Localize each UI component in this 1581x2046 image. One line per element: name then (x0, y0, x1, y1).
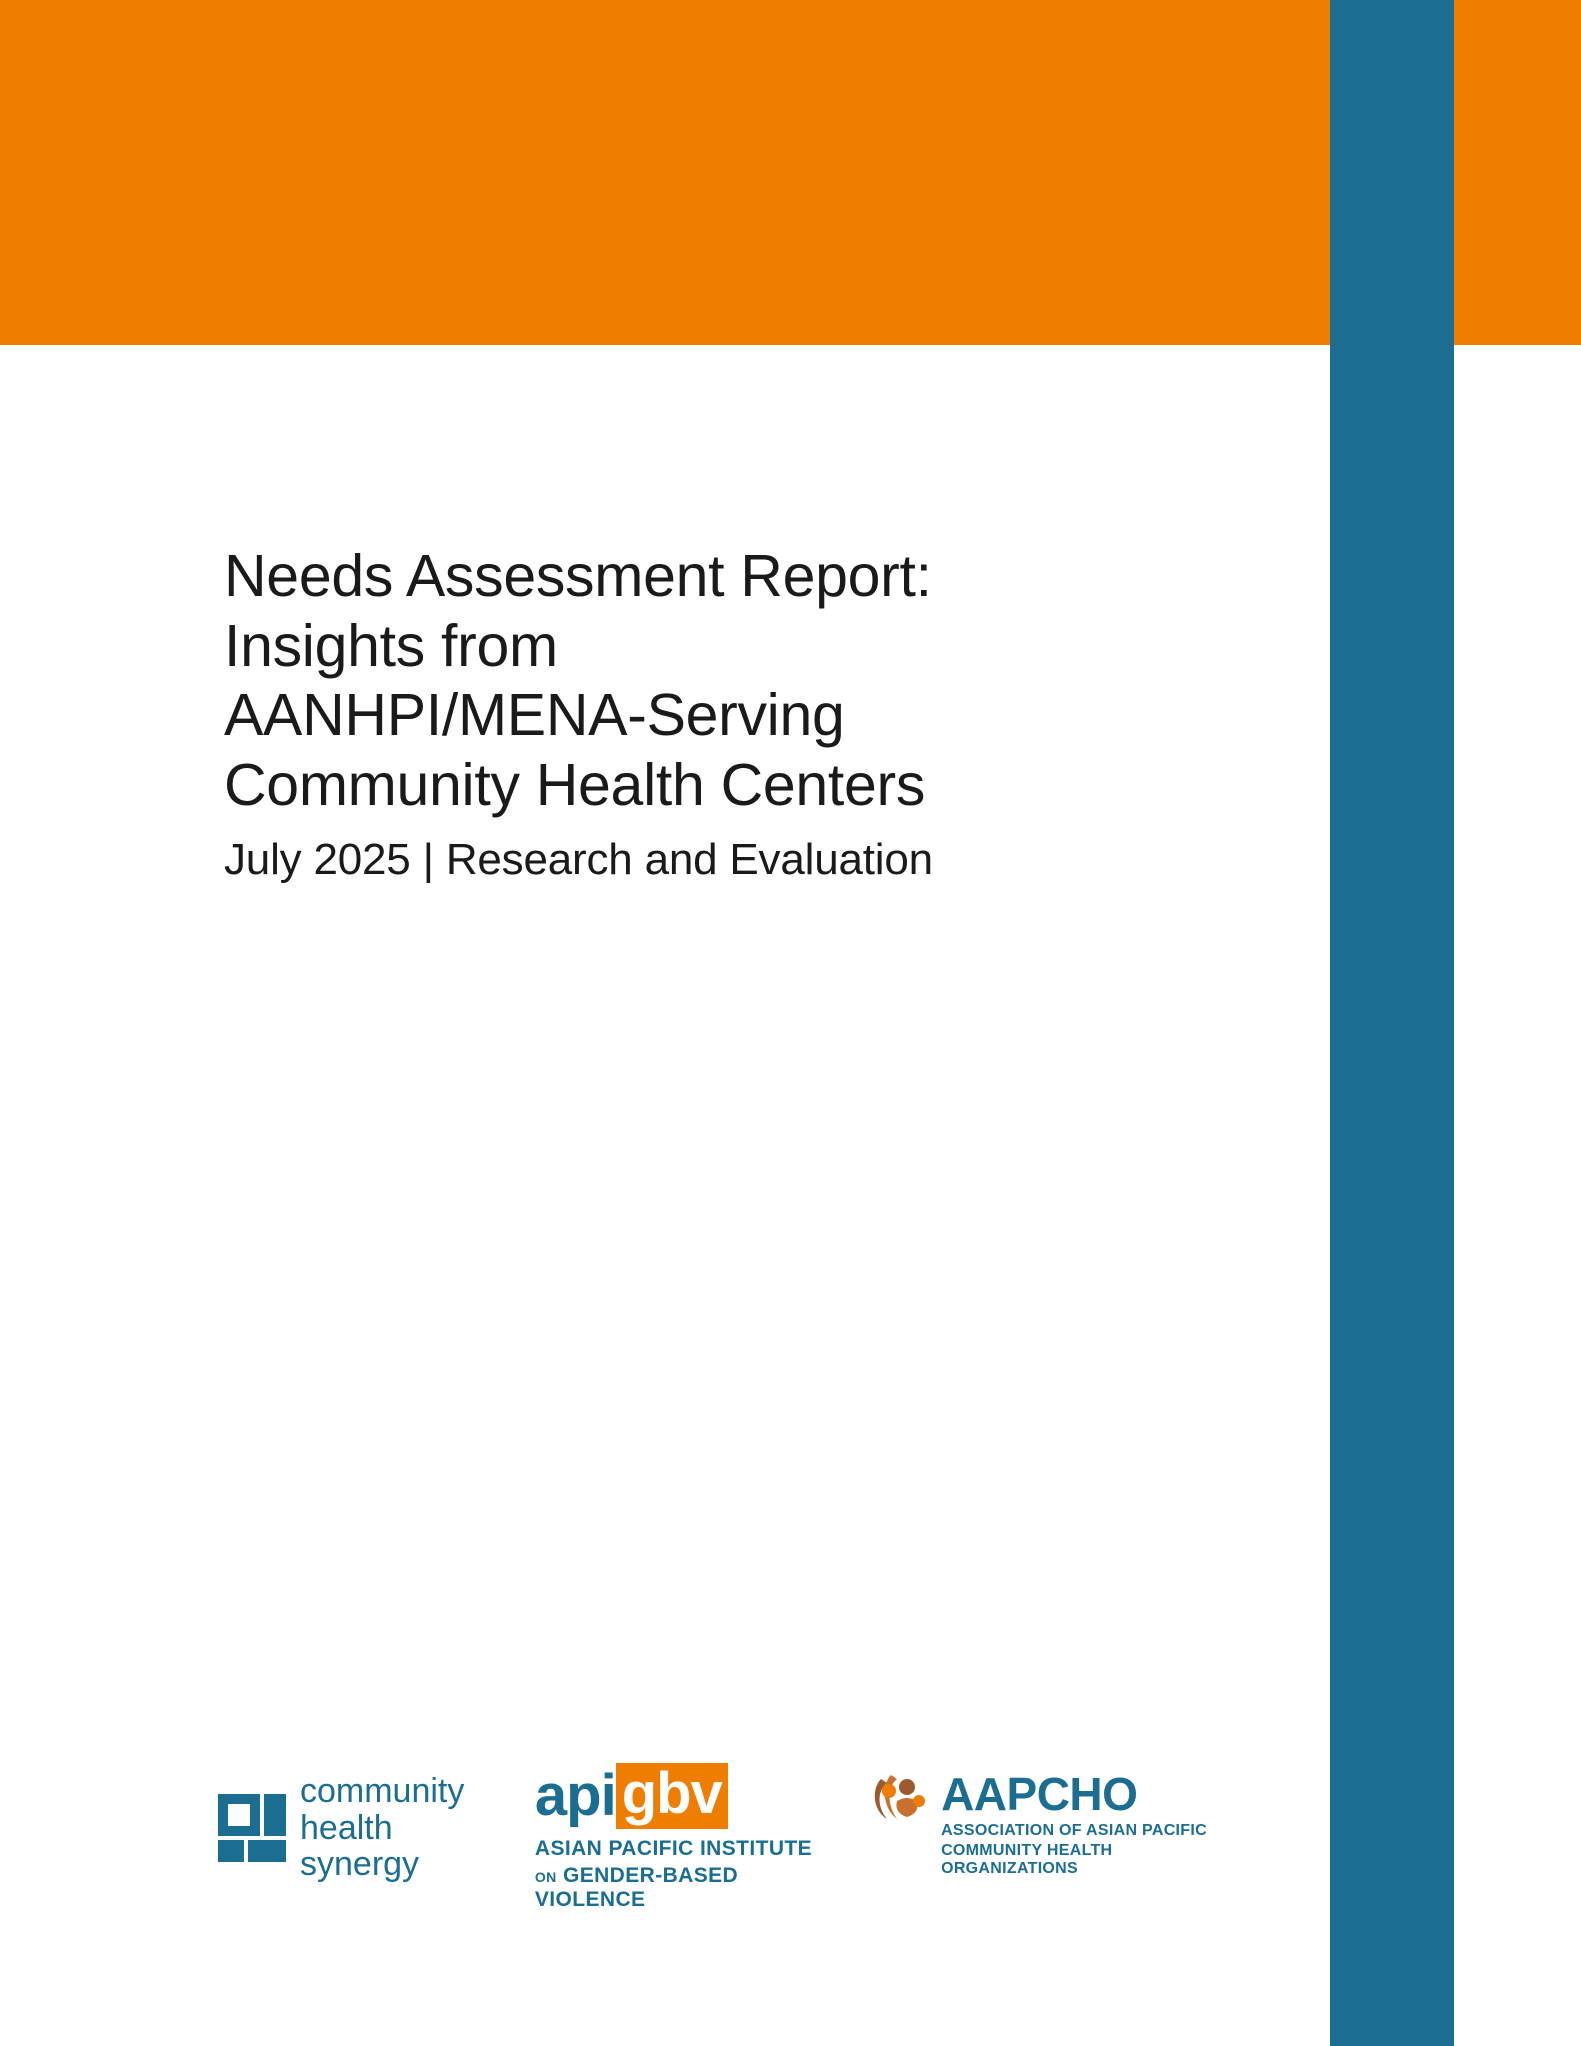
apigbv-logo (535, 1763, 825, 1912)
title-line-2: Insights from (224, 612, 558, 679)
title-line-3: AANHPI/MENA-Serving (224, 682, 845, 749)
apigbv-tagline-on: ON (534, 1869, 557, 1885)
aapcho-tagline-line-1: ASSOCIATION OF ASIAN PACIFIC (941, 1822, 1207, 1839)
chs-line-2: health synergy (300, 1808, 420, 1884)
aapcho-tagline-line-2: COMMUNITY HEALTH ORGANIZATIONS (941, 1842, 1113, 1877)
logo-strip (218, 1755, 1218, 1911)
aapcho-name: AAPCHO (941, 1768, 1138, 1820)
page-title (224, 542, 1164, 820)
aapcho-logo (867, 1768, 1218, 1878)
community-health-synergy-icon (218, 1794, 286, 1862)
title-line-4: Community Health Centers (224, 751, 926, 818)
title-block (224, 542, 1164, 887)
aapcho-wordmark (941, 1768, 1218, 1878)
apigbv-tagline-line-1: ASIAN PACIFIC INSTITUTE (534, 1837, 813, 1860)
apigbv-tagline-gbv: GENDER-BASED VIOLENCE (534, 1864, 739, 1911)
community-health-synergy-logo (218, 1773, 493, 1883)
aapcho-icon (867, 1771, 931, 1831)
community-health-synergy-wordmark (300, 1773, 493, 1883)
chs-line-1: community (300, 1772, 465, 1810)
apigbv-wordmark (535, 1763, 728, 1829)
right-white-margin (1454, 345, 1581, 2046)
apigbv-api-text: api (534, 1763, 616, 1828)
blue-vertical-stripe (1330, 0, 1454, 2046)
title-line-1: Needs Assessment Report: (224, 543, 932, 609)
apigbv-gbv-text: gbv (616, 1763, 728, 1829)
page-subtitle: July 2025 | Research and Evaluation (224, 835, 933, 885)
apigbv-tagline-line-2 (535, 1864, 825, 1912)
